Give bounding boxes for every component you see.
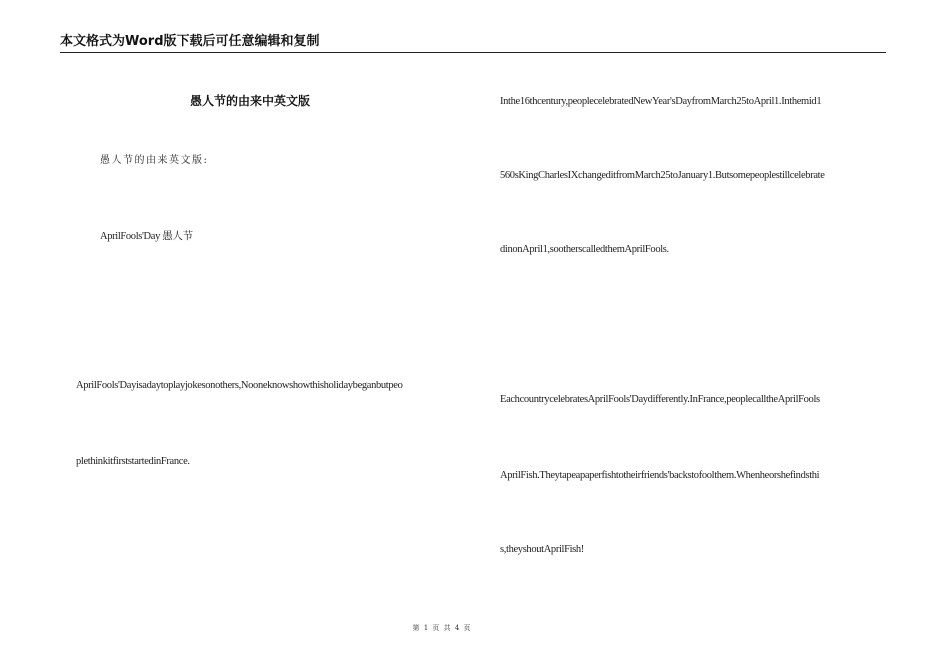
paragraph-line: AprilFish.Theytapeapaperfishtotheirfriends'backstofoolthem.Whenheorshefindsthi: [500, 470, 820, 481]
chinese-subtitle: 愚人节的由来英文版:: [100, 155, 209, 166]
paragraph-line: s,theyshoutAprilFish!: [500, 544, 584, 555]
page-number-footer: 第 1 页 共 4 页: [412, 624, 472, 632]
section-heading: AprilFools'Day 愚人节: [100, 231, 193, 242]
paragraph-line: 560sKingCharlesIXchangeditfromMarch25toJanuary1.Butsomepeoplestillcelebrate: [500, 170, 825, 181]
paragraph-line: plethinkitfirststartedinFrance.: [76, 456, 190, 467]
paragraph-line: dinonApril1,sootherscalledthemAprilFools.: [500, 244, 669, 255]
page-header: [60, 34, 886, 53]
paragraph-line: Inthe16thcentury,peoplecelebratedNewYear'sDayfromMarch25toApril1.Inthemid1: [500, 96, 822, 107]
header-text: 本文格式为Word版下载后可任意编辑和复制: [60, 34, 320, 49]
paragraph-line: EachcountrycelebratesAprilFools'Daydifferently.InFrance,peoplecalltheAprilFools: [500, 394, 820, 405]
document-title: 愚人节的由来中英文版: [190, 94, 311, 108]
paragraph-line: AprilFools'Dayisadaytoplayjokesonothers,Nooneknowshowthisholidaybeganbutpeo: [76, 380, 403, 391]
